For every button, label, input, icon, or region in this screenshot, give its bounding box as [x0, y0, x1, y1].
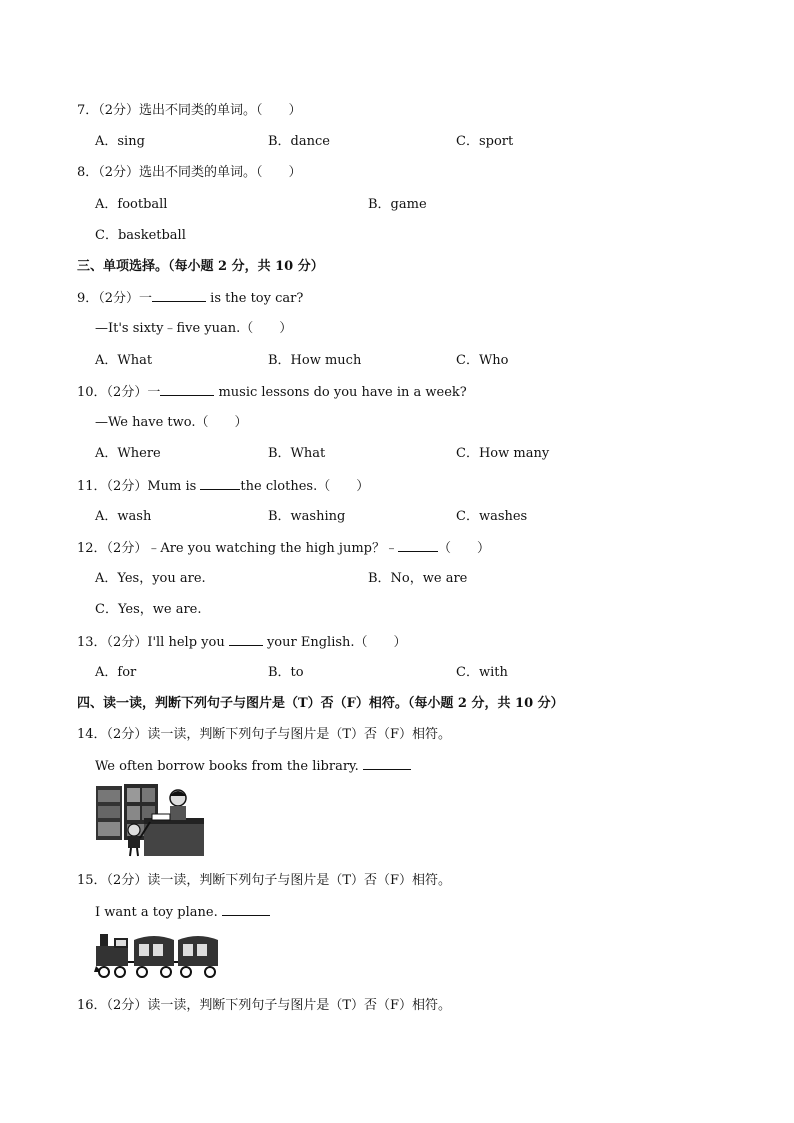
q12-option-c: C．Yes，we are. — [95, 602, 202, 617]
q7-option-a: A．sing — [95, 134, 145, 149]
q8-stem: 8．（2分）选出不同类的单词。（ ） — [77, 165, 302, 180]
q13-option-b: B．to — [268, 665, 304, 680]
q12-answer-blank — [398, 539, 438, 552]
library-picture — [94, 782, 206, 858]
q15-sentence-text: I want a toy plane. — [95, 905, 218, 920]
q9-reply: —It's sixty﹣five yuan.（ ） — [95, 321, 293, 336]
q11-stem — [77, 477, 369, 496]
q10-option-c: C．How many — [456, 446, 550, 461]
q11-answer-blank — [200, 477, 240, 490]
q7-stem: 7．（2分）选出不同类的单词。（ ） — [77, 103, 302, 118]
q12-stem-post: （ ） — [438, 541, 491, 556]
q11-option-b: B．washing — [268, 509, 346, 524]
q13-stem-post: your English.（ ） — [262, 635, 407, 650]
toy-train-picture — [94, 932, 220, 982]
q9-stem — [77, 289, 303, 308]
q9-option-b: B．How much — [268, 353, 362, 368]
q7-option-b: B．dance — [268, 134, 330, 149]
q9-stem-post: is the toy car? — [206, 291, 304, 306]
q13-answer-blank — [229, 633, 263, 646]
q9-stem-pre: 9．（2分）一 — [77, 291, 153, 306]
q12-stem-pre: 12．（2分）﹣Are you watching the high jump？﹣ — [77, 541, 398, 556]
q9-option-a: A．What — [95, 353, 153, 368]
q8-option-c: C．basketball — [95, 228, 186, 243]
q10-option-b: B．What — [268, 446, 326, 461]
q11-option-c: C．washes — [456, 509, 528, 524]
q15-stem: 15．（2分）读一读，判断下列句子与图片是（T）否（F）相符。 — [77, 873, 452, 888]
q15-sentence — [95, 903, 270, 922]
q14-sentence-text: We often borrow books from the library. — [95, 759, 359, 774]
q8-option-b: B．game — [368, 197, 427, 212]
section-3-title: 三、单项选择。（每小题 2 分，共 10 分） — [77, 259, 324, 274]
q13-option-a: A．for — [95, 665, 137, 680]
q10-option-a: A．Where — [95, 446, 161, 461]
q12-stem — [77, 539, 490, 558]
q9-option-c: C．Who — [456, 353, 509, 368]
q11-option-a: A．wash — [95, 509, 152, 524]
q11-stem-pre: 11．（2分）Mum is — [77, 479, 201, 494]
q10-stem-post: music lessons do you have in a week? — [214, 385, 467, 400]
q9-answer-blank — [152, 289, 206, 302]
section-4-title: 四、读一读，判断下列句子与图片是（T）否（F）相符。（每小题 2 分，共 10 分） — [77, 696, 564, 711]
q12-option-b: B．No，we are — [368, 571, 468, 586]
q8-option-a: A．football — [95, 197, 168, 212]
q14-stem: 14．（2分）读一读，判断下列句子与图片是（T）否（F）相符。 — [77, 727, 452, 742]
q12-option-a: A．Yes，you are. — [95, 571, 206, 586]
q13-stem-pre: 13．（2分）I'll help you — [77, 635, 229, 650]
q10-answer-blank — [160, 383, 214, 396]
q7-option-c: C．sport — [456, 134, 514, 149]
q13-stem — [77, 633, 407, 652]
q10-stem — [77, 383, 467, 402]
q11-stem-post: the clothes.（ ） — [240, 479, 370, 494]
q10-stem-pre: 10．（2分）一 — [77, 385, 161, 400]
q14-sentence — [95, 757, 411, 776]
q14-answer-blank — [363, 757, 411, 770]
q10-reply: —We have two.（ ） — [95, 415, 248, 430]
q15-answer-blank — [222, 903, 270, 916]
q13-option-c: C．with — [456, 665, 508, 680]
q16-stem: 16．（2分）读一读，判断下列句子与图片是（T）否（F）相符。 — [77, 998, 452, 1013]
